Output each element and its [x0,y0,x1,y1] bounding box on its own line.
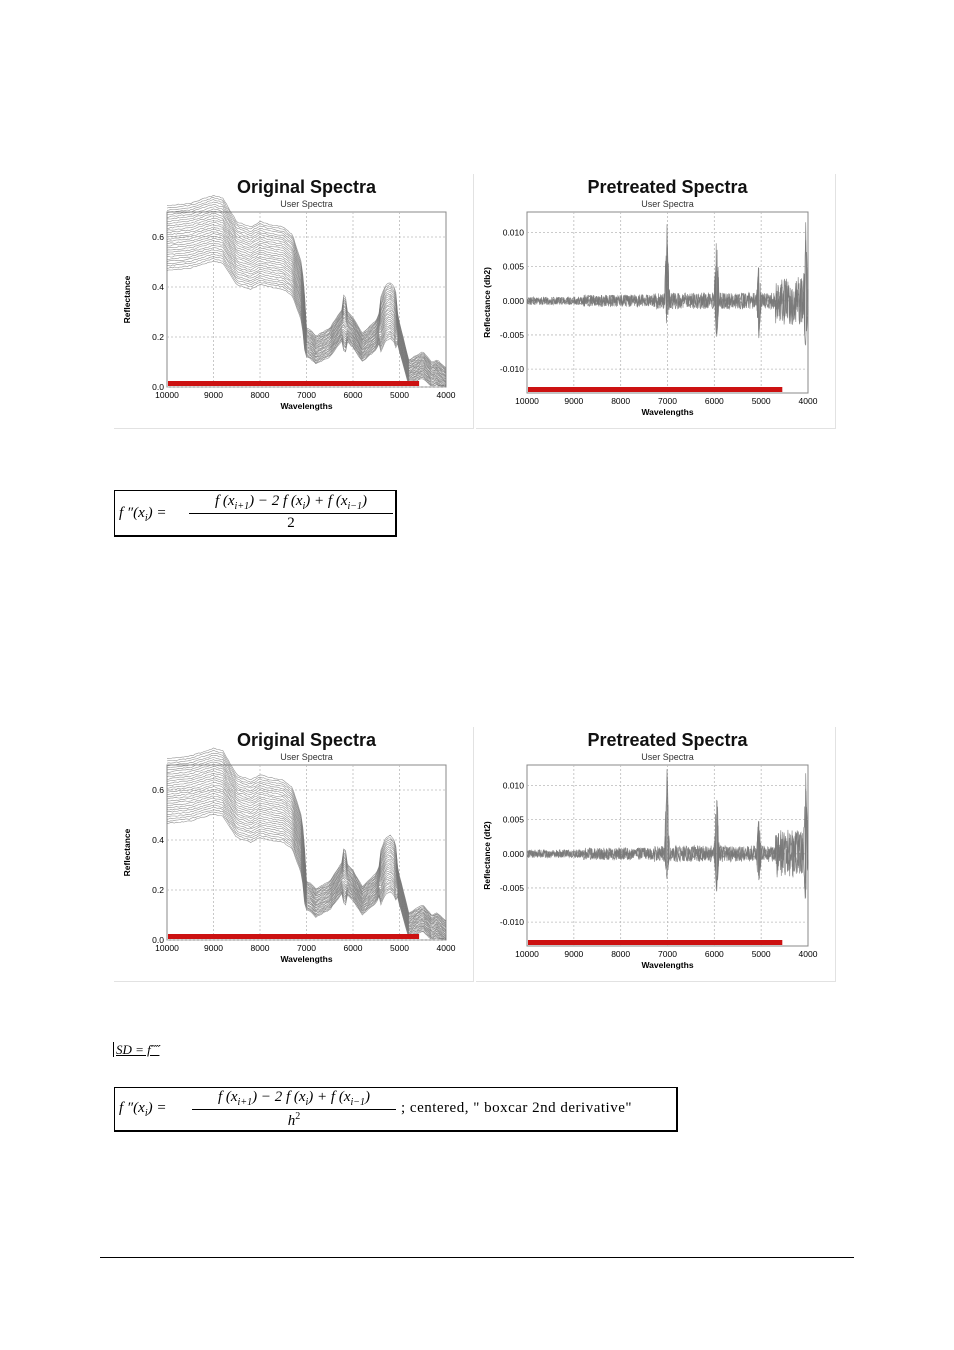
formula-1-num-b-sub: i [302,501,306,512]
formula-2-lhs-rest: ″(x [123,1100,145,1116]
formula-1-fraction-bar [189,513,393,514]
x-axis-label: Wavelengths [280,954,333,964]
formula-2-lhs-f: f [119,1100,124,1116]
formula-second-derivative-2 [114,1087,678,1132]
x-tick-label: 4000 [798,949,818,959]
formula-2-den-h: h [287,1113,296,1129]
sd-definition-text: SD = f˝˝ [113,1042,159,1057]
footer-rule [100,1257,854,1258]
formula-2-lhs [119,1100,166,1119]
formula-2-num-c-sub: i−1 [350,1097,366,1108]
x-tick-label: 10000 [155,390,179,400]
formula-2-lhs-sub: i [144,1108,148,1119]
x-axis-label: Wavelengths [641,407,694,417]
formula-1-denominator: 2 [287,515,295,531]
range-bar [168,381,419,386]
x-axis-label: Wavelengths [280,401,333,411]
formula-2-lhs-close: ) = [147,1100,167,1116]
x-tick-label: 5000 [390,390,409,400]
formula-1-lhs-sub: i [144,513,148,524]
x-tick-label: 10000 [155,943,179,953]
y-tick-label: 0.000 [502,848,524,859]
y-tick-label: 0.005 [502,261,524,272]
y-tick-label: 0.010 [502,780,524,791]
formula-1-lhs-f: f [119,505,124,521]
x-tick-label: 4000 [436,390,456,400]
y-tick-label: -0.005 [499,882,524,893]
y-tick-label: 0.6 [152,785,164,795]
x-tick-label: 4000 [798,396,818,406]
formula-1-num-c: ) + f (x [305,493,348,509]
y-axis-label: Reflectance (db2) [482,267,492,338]
formula-1-lhs [119,505,166,524]
y-tick-label: -0.005 [499,329,524,340]
chart-title: Original Spectra [236,177,377,197]
chart-pretreated-spectra-1-svg [475,173,835,428]
chart-subtitle: User Spectra [280,752,333,762]
formula-2-annotation: ; centered, " boxcar 2nd derivative" [401,1100,632,1116]
chart-original-spectra-1-svg [113,173,473,428]
chart-pretreated-spectra-2 [475,726,835,981]
x-tick-label: 9000 [564,396,584,406]
y-tick-label: -0.010 [499,917,524,928]
sd-definition [113,1042,159,1058]
x-tick-label: 8000 [250,390,270,400]
x-tick-label: 8000 [611,396,631,406]
range-bar [528,387,782,392]
x-tick-label: 9000 [204,390,223,400]
y-axis-label: Reflectance (dt2) [482,821,492,890]
x-tick-label: 4000 [436,943,456,953]
formula-1-lhs-rest: ″(x [123,505,145,521]
chart-title: Pretreated Spectra [587,730,748,750]
range-bar [528,940,782,945]
chart-pretreated-spectra-2-svg [475,726,835,981]
x-tick-label: 9000 [564,949,584,959]
formula-2-num-b: ) − 2 f (x [252,1089,306,1105]
chart-original-spectra-2-svg [113,726,473,981]
x-tick-label: 5000 [751,396,771,406]
chart-original-spectra-2 [113,726,473,981]
y-tick-label: -0.010 [499,364,524,375]
formula-2-num-d: ) [365,1089,371,1105]
chart-subtitle: User Spectra [280,199,333,209]
formula-2-fraction [192,1089,396,1130]
formula-2-den-sup: 2 [295,1111,301,1122]
x-tick-label: 5000 [390,943,409,953]
x-tick-label: 7000 [297,390,316,400]
x-tick-label: 5000 [751,949,771,959]
formula-1-lhs-close: ) = [147,505,167,521]
y-tick-label: 0.010 [502,227,524,238]
formula-1-num-d: ) [362,493,368,509]
formula-1-num-c-sub: i−1 [347,501,363,512]
y-tick-label: 0.2 [152,885,164,895]
formula-2-num-b-sub: i [305,1097,309,1108]
formula-1-fraction [189,493,393,532]
y-tick-label: 0.005 [502,814,524,825]
y-axis-label: Reflectance [122,275,132,324]
formula-2-numerator [192,1089,396,1108]
x-tick-label: 8000 [611,949,631,959]
chart-title: Pretreated Spectra [587,177,748,197]
formula-1-num-b: ) − 2 f (x [249,493,303,509]
y-tick-label: 0.000 [502,295,524,306]
chart-pretreated-spectra-1 [475,173,835,428]
y-tick-label: 0.4 [152,835,164,845]
y-axis-label: Reflectance [122,828,132,877]
x-tick-label: 10000 [515,949,539,959]
y-tick-label: 0.6 [152,232,164,242]
x-tick-label: 6000 [343,943,363,953]
y-tick-label: 0.4 [152,282,164,292]
formula-second-derivative-1 [114,490,397,537]
x-tick-label: 6000 [704,396,724,406]
y-tick-label: 0.2 [152,332,164,342]
formula-1-numerator [189,493,393,512]
formula-2-num-c: ) + f (x [308,1089,351,1105]
x-tick-label: 7000 [297,943,316,953]
formula-2-denominator [192,1111,396,1130]
x-tick-label: 9000 [204,943,223,953]
x-axis-label: Wavelengths [641,960,694,970]
chart-original-spectra-1 [113,173,473,428]
chart-subtitle: User Spectra [641,752,694,762]
chart-title: Original Spectra [236,730,377,750]
x-tick-label: 6000 [343,390,363,400]
x-tick-label: 7000 [658,949,677,959]
x-tick-label: 6000 [704,949,724,959]
range-bar [168,934,419,939]
x-tick-label: 7000 [658,396,677,406]
x-tick-label: 8000 [250,943,270,953]
formula-2-num-a: f (x [217,1089,238,1105]
x-tick-label: 10000 [515,396,539,406]
formula-1-num-a: f (x [214,493,235,509]
formula-2-num-a-sub: i+1 [237,1097,253,1108]
formula-2-fraction-bar [192,1109,396,1110]
chart-subtitle: User Spectra [641,199,694,209]
formula-1-num-a-sub: i+1 [234,501,250,512]
y-tick-label: 0.0 [152,382,164,392]
y-tick-label: 0.0 [152,935,164,945]
